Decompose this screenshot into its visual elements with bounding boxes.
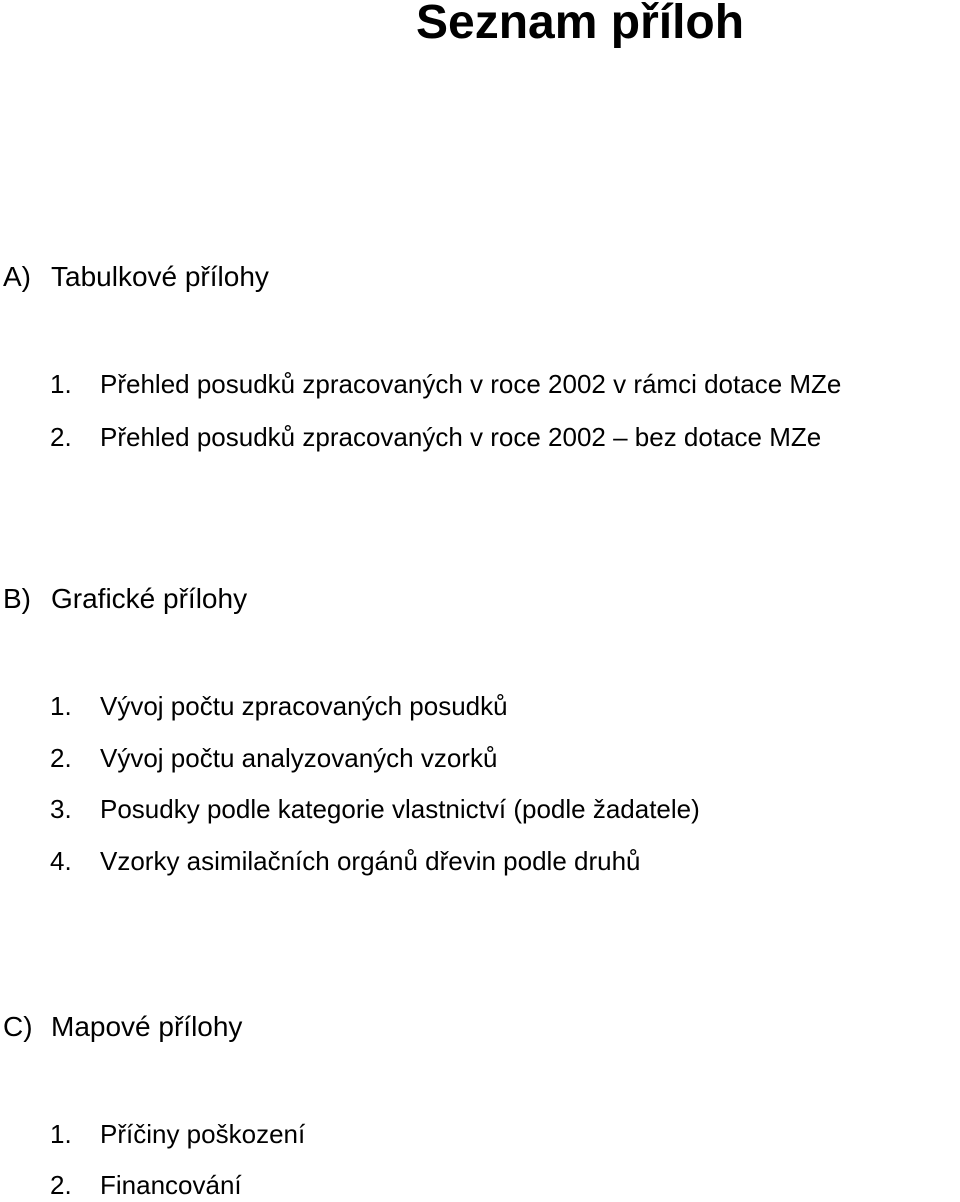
list-item: [50, 792, 700, 826]
section-letter: C): [3, 1011, 33, 1042]
item-text: Vývoj počtu zpracovaných posudků: [100, 691, 508, 721]
item-text: Financování: [100, 1170, 242, 1200]
section-heading-text: Tabulkové přílohy: [51, 261, 269, 292]
list-item: [50, 1168, 242, 1202]
list-item: [50, 367, 841, 401]
item-text: Přehled posudků zpracovaných v roce 2002 v rámci dotace MZe: [100, 369, 842, 399]
item-text: Přehled posudků zpracovaných v roce 2002 – bez dotace MZe: [100, 422, 822, 452]
section-letter: A): [3, 261, 31, 292]
item-text: Vzorky asimilačních orgánů dřevin podle druhů: [100, 846, 641, 876]
list-item: [50, 741, 497, 775]
list-item: [50, 420, 821, 454]
list-item: [50, 844, 641, 878]
item-text: Příčiny poškození: [100, 1119, 306, 1149]
item-number: 1.: [50, 1119, 72, 1149]
item-number: 2.: [50, 1170, 72, 1200]
list-item: [50, 1117, 305, 1151]
list-item: [50, 689, 508, 723]
item-number: 1.: [50, 369, 72, 399]
section-heading-text: Grafické přílohy: [51, 583, 248, 614]
item-number: 2.: [50, 422, 72, 452]
item-text: Vývoj počtu analyzovaných vzorků: [100, 743, 498, 773]
section-heading-text: Mapové přílohy: [51, 1011, 243, 1042]
item-number: 2.: [50, 743, 72, 773]
item-number: 3.: [50, 794, 72, 824]
item-number: 1.: [50, 691, 72, 721]
section-heading-graficke: [3, 581, 247, 617]
section-letter: B): [3, 583, 31, 614]
page-title: Seznam příloh: [416, 0, 745, 49]
item-number: 4.: [50, 846, 72, 876]
section-heading-mapove: [3, 1009, 242, 1045]
section-heading-tabulkove: [3, 259, 269, 295]
item-text: Posudky podle kategorie vlastnictví (podle žadatele): [100, 794, 700, 824]
